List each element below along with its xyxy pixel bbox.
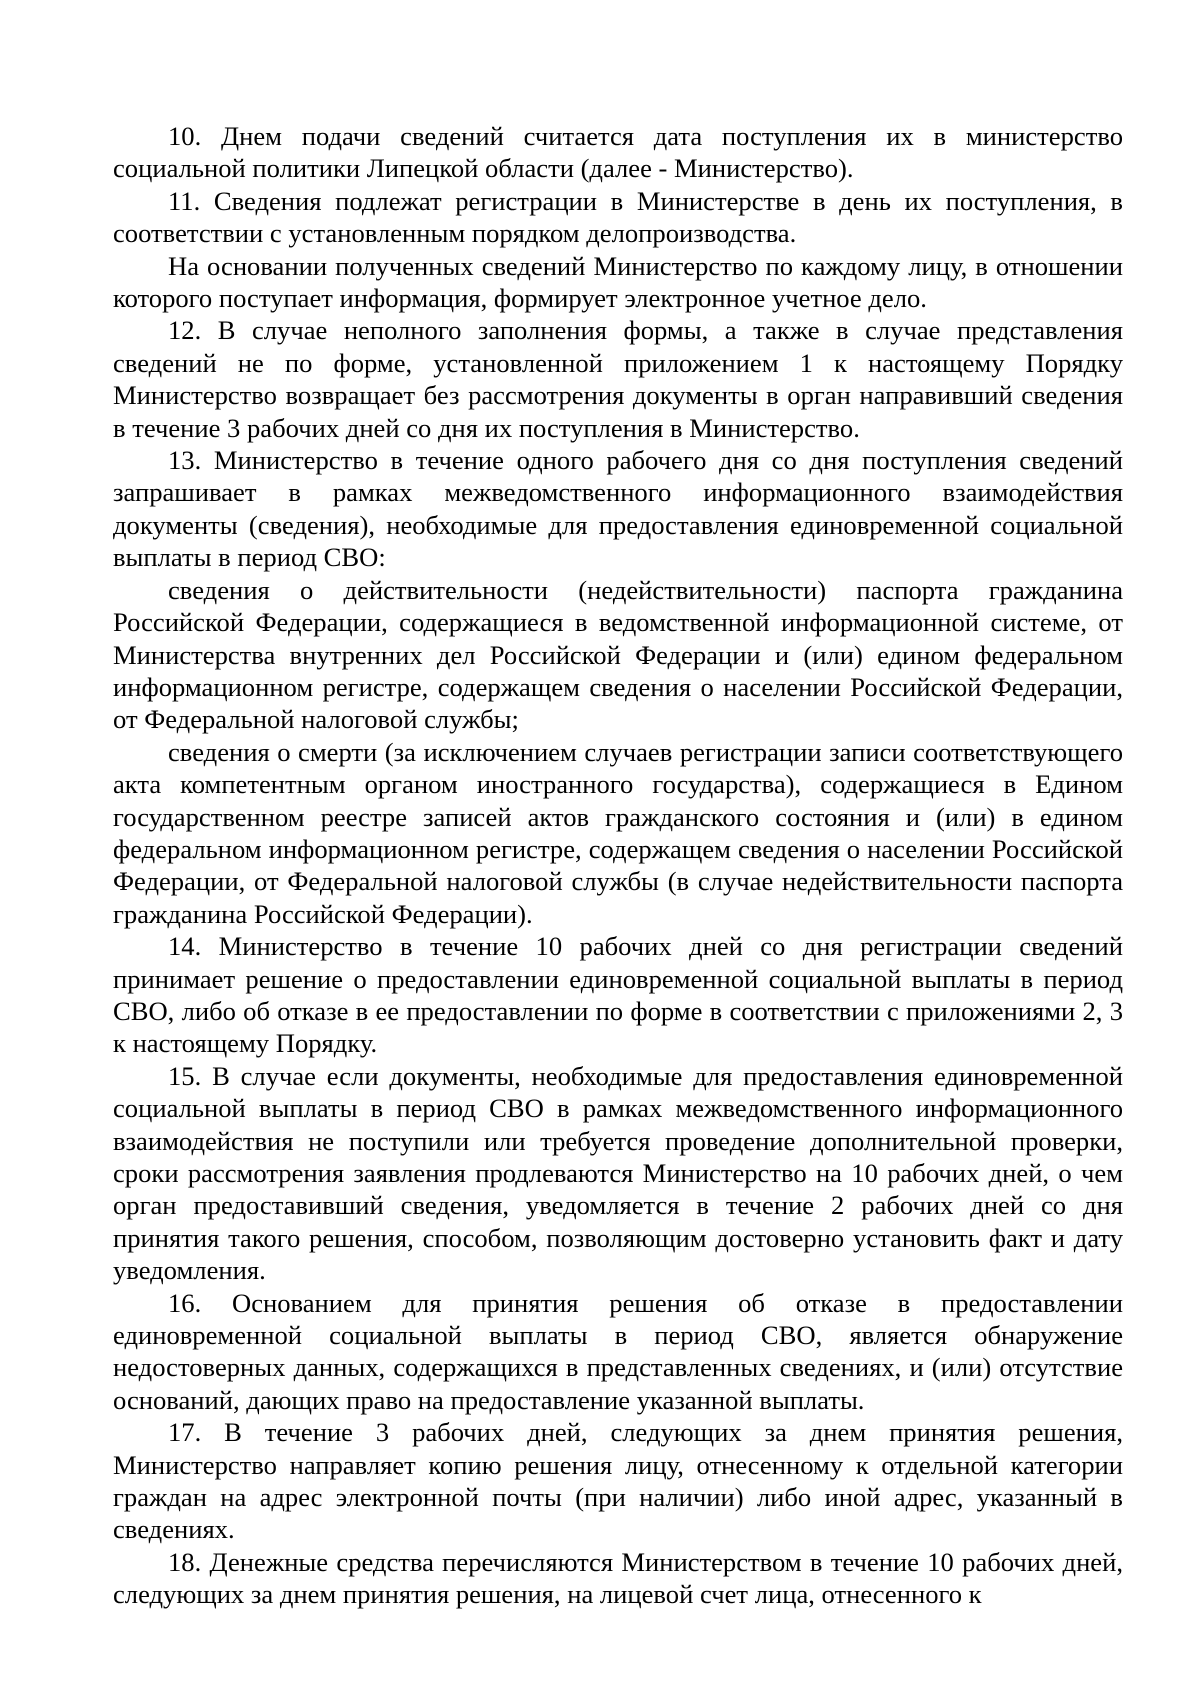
- paragraph-10: 10. Днем подачи сведений считается дата поступления их в министерство социальной политики Липецкой области (далее - Министерство).: [113, 121, 1123, 184]
- paragraph-14: 14. Министерство в течение 10 рабочих дней со дня регистрации сведений принимает решение о предоставлении единовременной социальной выплаты в период СВО, либо об отказе в ее предоставлении по форме в соответствии с приложениями 2, 3 к настоящему Порядку.: [113, 931, 1123, 1059]
- paragraph-17: 17. В течение 3 рабочих дней, следующих за днем принятия решения, Министерство направляет копию решения лицу, отнесенному к отдельной категории граждан на адрес электронной почты (при наличии) либо иной адрес, указанный в сведениях.: [113, 1417, 1123, 1545]
- paragraph-16: 16. Основанием для принятия решения об отказе в предоставлении единовременной социальной выплаты в период СВО, является обнаружение недостоверных данных, содержащихся в представленных сведениях, и (или) отсутствие оснований, дающих право на предоставление указанной выплаты.: [113, 1287, 1123, 1415]
- paragraph-12: 12. В случае неполного заполнения формы, а также в случае представления сведений не по форме, установленной приложением 1 к настоящему Порядку Министерство возвращает без рассмотрения документы в орган направивший сведения в течение 3 рабочих дней со дня их поступления в Министерство.: [113, 315, 1123, 443]
- paragraph-11: 11. Сведения подлежат регистрации в Министерстве в день их поступления, в соответствии с установленным порядком делопроизводства.: [113, 185, 1123, 249]
- paragraph-13-death-info: сведения о смерти (за исключением случаев регистрации записи соответствующего акта компетентным органом иностранного государства), содержащиеся в Едином государственном реестре записей актов гражданского состояния и (или) в едином федеральном информационном регистре, содержащем сведения о населении Российской Федерации, от Федеральной налоговой службы (в случае недействительности паспорта гражданина Российской Федерации).: [113, 736, 1123, 929]
- document-body: [113, 120, 1123, 1611]
- paragraph-13: 13. Министерство в течение одного рабочего дня со дня поступления сведений запрашивает в рамках межведомственного информационного взаимодействия документы (сведения), необходимые для предоставления единовременной социальной выплаты в период СВО:: [113, 445, 1123, 573]
- paragraph-11-electronic-file: На основании полученных сведений Министерство по каждому лицу, в отношении которого поступает информация, формирует электронное учетное дело.: [113, 250, 1123, 314]
- paragraph-18: 18. Денежные средства перечисляются Министерством в течение 10 рабочих дней, следующих за днем принятия решения, на лицевой счет лица, отнесенного к: [113, 1546, 1123, 1610]
- paragraph-15: 15. В случае если документы, необходимые для предоставления единовременной социальной выплаты в период СВО в рамках межведомственного информационного взаимодействия не поступили или требуется проведение дополнительной проверки, сроки рассмотрения заявления продлеваются Министерство на 10 рабочих дней, о чем орган предоставивший сведения, уведомляется в течение 2 рабочих дней со дня принятия такого решения, способом, позволяющим достоверно установить факт и дату уведомления.: [113, 1060, 1123, 1286]
- paragraph-13-passport-info: сведения о действительности (недействительности) паспорта гражданина Российской Федерации, содержащиеся в ведомственной информационной системе, от Министерства внутренних дел Российской Федерации и (или) едином федеральном информационном регистре, содержащем сведения о населении Российской Федерации, от Федеральной налоговой службы;: [113, 574, 1123, 735]
